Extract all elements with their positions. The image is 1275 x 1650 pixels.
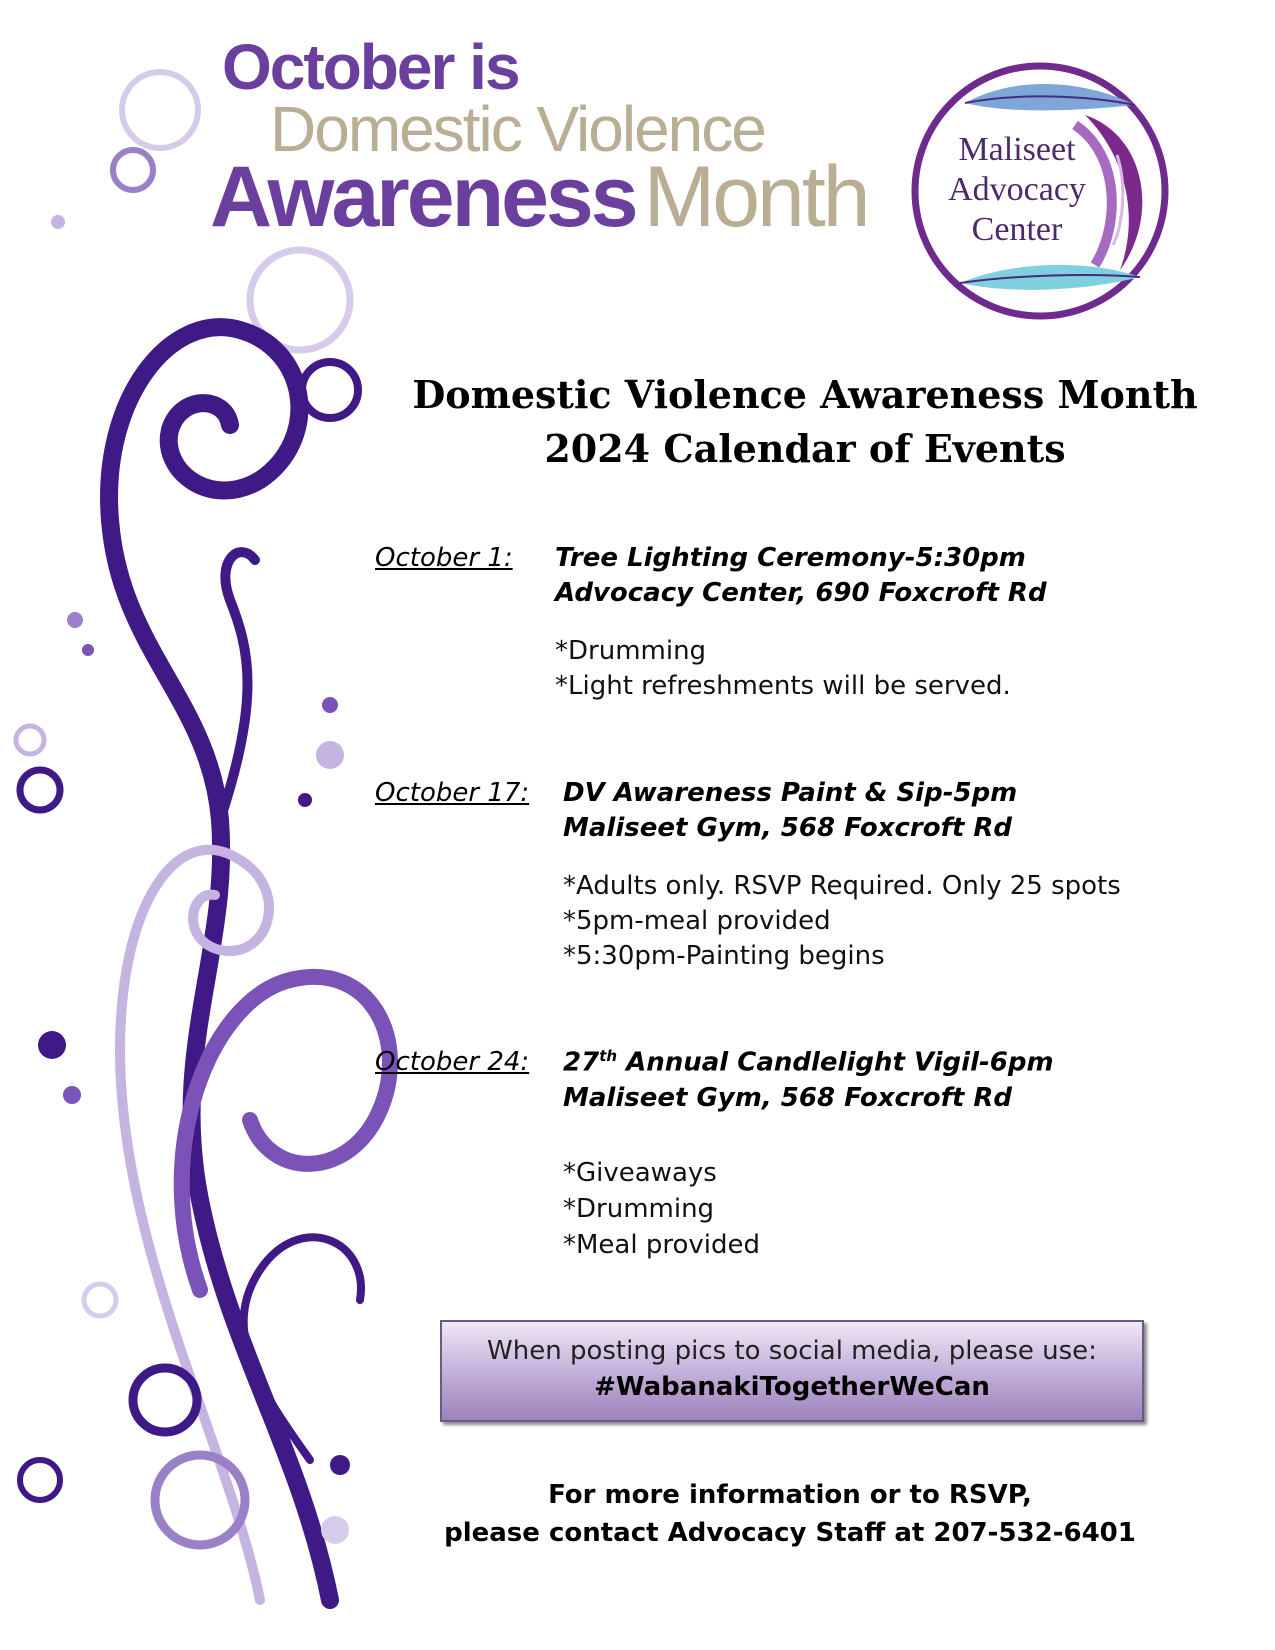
banner-line-1: October is: [222, 31, 519, 103]
social-media-note: When posting pics to social media, please use:: [487, 1336, 1097, 1366]
event-3-title: [563, 1047, 1054, 1078]
event-3-detail-2: *Drumming: [563, 1194, 715, 1224]
event-2-detail-2: *5pm-meal provided: [563, 906, 831, 936]
event-3-title-superscript: th: [599, 1047, 618, 1065]
banner-line-3: [210, 148, 868, 247]
banner-month-word: Month: [643, 149, 868, 245]
social-hashtag: #WabanakiTogetherWeCan: [594, 1372, 990, 1402]
contact-line-1: For more information or to RSVP,: [548, 1480, 1032, 1510]
event-3-title-number: 27: [563, 1047, 600, 1078]
event-2-title: DV Awareness Paint & Sip-5pm: [563, 778, 1018, 808]
event-1-detail-1: *Drumming: [555, 636, 707, 666]
event-1-location: Advocacy Center, 690 Foxcroft Rd: [555, 578, 1047, 608]
calendar-title-line-1: Domestic Violence Awareness Month: [412, 372, 1198, 417]
calendar-title-line-2: 2024 Calendar of Events: [544, 426, 1066, 471]
event-2-detail-1: *Adults only. RSVP Required. Only 25 spots: [563, 871, 1121, 901]
event-2-location: Maliseet Gym, 568 Foxcroft Rd: [563, 813, 1012, 843]
logo-line-3: Center: [971, 211, 1063, 248]
contact-line-2: please contact Advocacy Staff at 207-532-6401: [444, 1518, 1136, 1548]
event-2-detail-3: *5:30pm-Painting begins: [563, 941, 885, 971]
event-1-date: October 1:: [375, 543, 513, 573]
event-3-title-rest: Annual Candlelight Vigil-6pm: [617, 1047, 1054, 1078]
maliseet-advocacy-center-logo: [905, 55, 1185, 327]
event-1-title: Tree Lighting Ceremony-5:30pm: [555, 543, 1026, 573]
logo-line-1: Maliseet: [958, 131, 1076, 168]
banner-line-2: Domestic Violence: [270, 93, 765, 165]
banner-awareness-word: Awareness: [210, 149, 636, 245]
event-3-detail-1: *Giveaways: [563, 1158, 717, 1188]
event-3-date: October 24:: [375, 1047, 530, 1077]
logo-line-2: Advocacy: [948, 171, 1086, 208]
event-3-location: Maliseet Gym, 568 Foxcroft Rd: [563, 1083, 1012, 1113]
event-2-date: October 17:: [375, 778, 530, 808]
event-1-detail-2: *Light refreshments will be served.: [555, 671, 1011, 701]
event-3-detail-3: *Meal provided: [563, 1230, 760, 1260]
social-media-box: [440, 1320, 1144, 1422]
